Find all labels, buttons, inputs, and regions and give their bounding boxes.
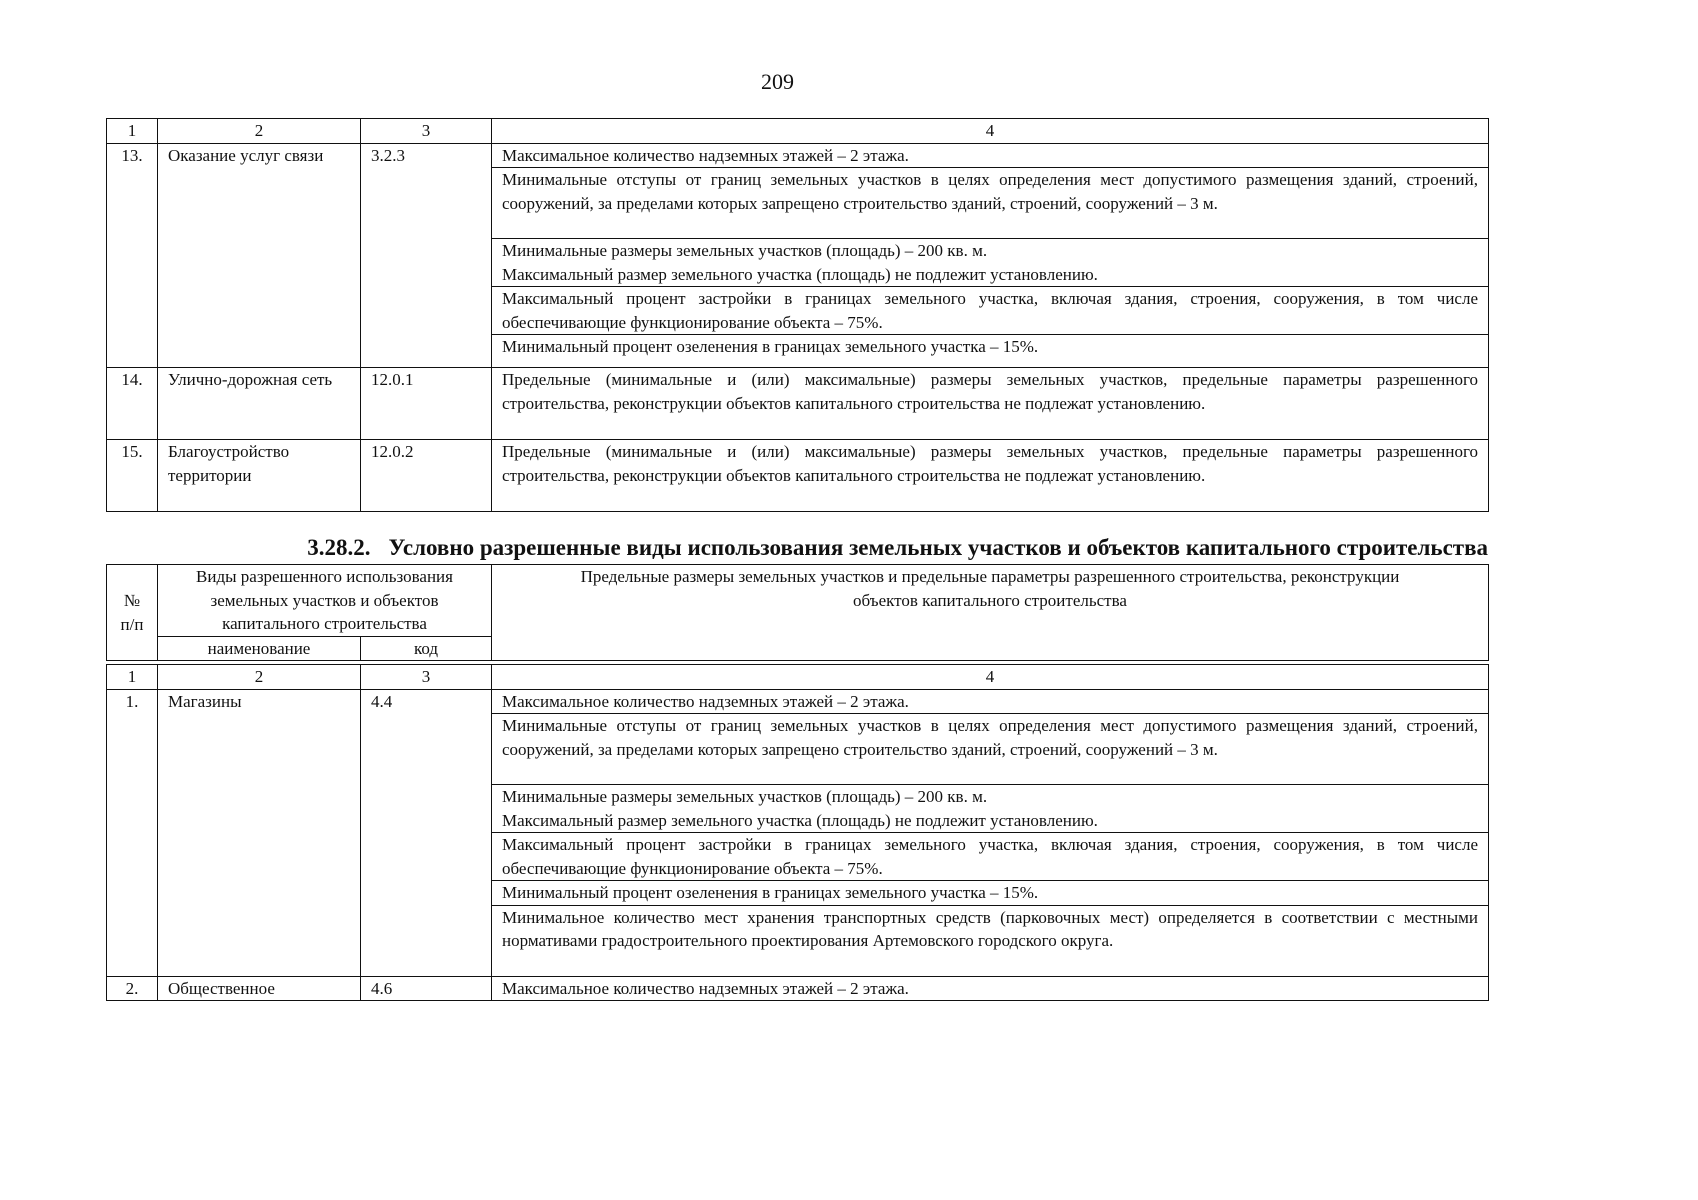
param-cell: Минимальные размеры земельных участков (площадь) – 200 кв. м. (492, 785, 1489, 809)
section-number: 3.28.2. (307, 535, 371, 560)
header-name-column: наименование (158, 636, 361, 661)
use-code: 3.2.3 (361, 143, 492, 368)
column-number: 3 (361, 665, 492, 690)
use-code: 12.0.1 (361, 368, 492, 440)
section-heading (106, 533, 1488, 563)
row-number: 14. (107, 368, 158, 440)
column-number-row (107, 665, 1489, 690)
param-cell: Минимальное количество мест хранения транспортных средств (парковочных мест) определяется в соответствии с местными нормативами градостроительного проектирования Артемовского городского округа. (492, 905, 1489, 976)
param-cell: Максимальный размер земельного участка (площадь) не подлежит установлению. (492, 263, 1489, 287)
column-number: 3 (361, 119, 492, 144)
use-name: Оказание услуг связи (158, 143, 361, 368)
param-cell: Максимальное количество надземных этажей – 2 этажа. (492, 143, 1489, 168)
param-cell: Минимальные отступы от границ земельных участков в целях определения мест допустимого размещения зданий, строений, сооружений, за пределами которых запрещено строительство зданий, строений, сооружений – 3 м. (492, 168, 1489, 239)
table-row (107, 368, 1489, 440)
table-row (107, 976, 1489, 1001)
param-cell: Максимальное количество надземных этажей – 2 этажа. (492, 976, 1489, 1001)
use-name: Улично-дорожная сеть (158, 368, 361, 440)
row-number: 13. (107, 143, 158, 368)
header-uses-group: Виды разрешенного использования земельных участков и объектов капитального строительства (158, 565, 492, 637)
param-cell: Максимальное количество надземных этажей – 2 этажа. (492, 689, 1489, 714)
use-code: 4.6 (361, 976, 492, 1001)
column-number: 1 (107, 665, 158, 690)
column-number-row (107, 119, 1489, 144)
header-code-column: код (361, 636, 492, 661)
param-cell: Минимальный процент озеленения в границах земельного участка – 15%. (492, 881, 1489, 906)
column-number: 1 (107, 119, 158, 144)
use-name: Магазины (158, 689, 361, 976)
row-number: 1. (107, 689, 158, 976)
column-number: 4 (492, 665, 1489, 690)
row-number: 15. (107, 440, 158, 512)
bottom-table (106, 664, 1489, 1001)
top-table (106, 118, 1489, 512)
param-cell: Максимальный процент застройки в границах земельного участка, включая здания, строения, сооружения, в том числе обеспечивающие функционирование объекта – 75%. (492, 287, 1489, 335)
use-code: 4.4 (361, 689, 492, 976)
column-number: 4 (492, 119, 1489, 144)
page-number: 209 (761, 69, 794, 94)
table-row (107, 440, 1489, 512)
param-cell: Минимальный процент озеленения в границах земельного участка – 15%. (492, 335, 1489, 368)
column-number: 2 (158, 665, 361, 690)
use-name: Благоустройство территории (158, 440, 361, 512)
table-row (107, 143, 1489, 168)
row-number: 2. (107, 976, 158, 1001)
param-cell: Минимальные отступы от границ земельных участков в целях определения мест допустимого размещения зданий, строений, сооружений, за пределами которых запрещено строительство зданий, строений, сооружений – 3 м. (492, 714, 1489, 785)
header-table (106, 564, 1489, 661)
use-code: 12.0.2 (361, 440, 492, 512)
param-cell: Максимальный процент застройки в границах земельного участка, включая здания, строения, сооружения, в том числе обеспечивающие функционирование объекта – 75%. (492, 833, 1489, 881)
param-cell: Предельные (минимальные и (или) максимальные) размеры земельных участков, предельные параметры разрешенного строительства, реконструкции объектов капитального строительства не подлежат установлению. (492, 368, 1489, 440)
use-name: Общественное (158, 976, 361, 1001)
param-cell: Минимальные размеры земельных участков (площадь) – 200 кв. м. (492, 239, 1489, 263)
table-row (107, 689, 1489, 714)
param-cell: Предельные (минимальные и (или) максимальные) размеры земельных участков, предельные параметры разрешенного строительства, реконструкции объектов капитального строительства не подлежат установлению. (492, 440, 1489, 512)
section-title: Условно разрешенные виды использования земельных участков и объектов капитального строительства (388, 535, 1488, 560)
column-number: 2 (158, 119, 361, 144)
param-cell: Максимальный размер земельного участка (площадь) не подлежит установлению. (492, 809, 1489, 833)
header-number-column: № п/п (107, 565, 158, 661)
header-params-column: Предельные размеры земельных участков и предельные параметры разрешенного строительства, реконструкции объектов капитального строительства (492, 565, 1489, 661)
